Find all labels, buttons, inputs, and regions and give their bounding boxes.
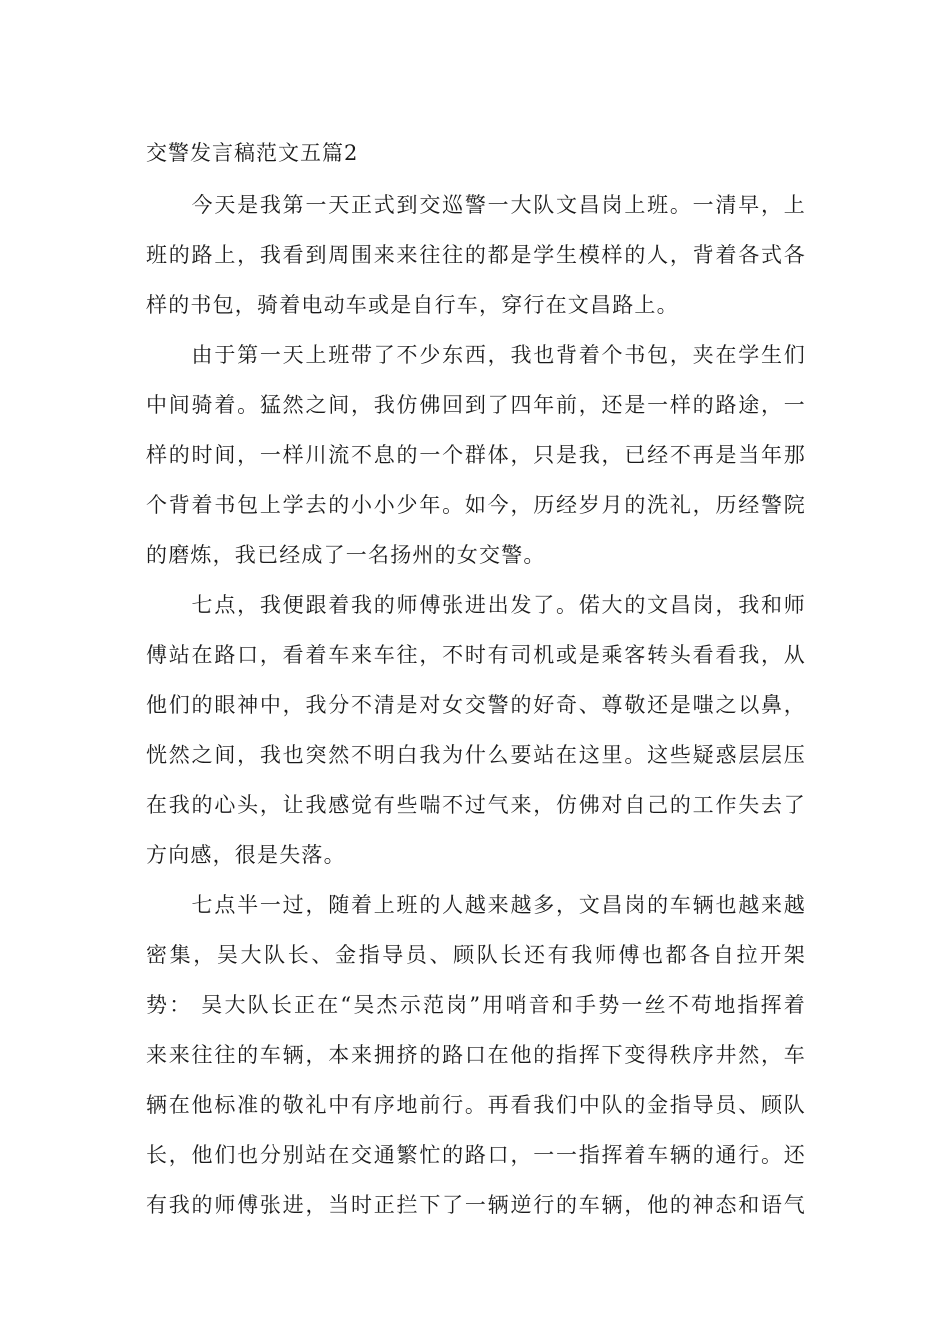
text-line: 长，他们也分别站在交通繁忙的路口，一一指挥着车辆的通行。还 [146, 1143, 806, 1167]
text-line: 来来往往的车辆，本来拥挤的路口在他的指挥下变得秩序井然，车 [146, 1043, 806, 1067]
text-line: 密集，吴大队长、金指导员、顾队长还有我师傅也都各自拉开架 [146, 943, 806, 967]
text-line: 中间骑着。猛然之间，我仿佛回到了四年前，还是一样的路途，一 [146, 393, 806, 417]
text-line: 辆在他标准的敬礼中有序地前行。再看我们中队的金指导员、顾队 [146, 1093, 806, 1117]
text-line: 傅站在路口，看着车来车往，不时有司机或是乘客转头看看我，从 [146, 643, 806, 667]
text-line: 有我的师傅张进，当时正拦下了一辆逆行的车辆，他的神态和语气 [146, 1193, 806, 1217]
text-line: 由于第一天上班带了不少东西，我也背着个书包，夹在学生们 [146, 343, 806, 367]
text-line: 今天是我第一天正式到交巡警一大队文昌岗上班。一清早，上 [146, 193, 806, 217]
text-line: 势： 吴大队长正在“吴杰示范岗”用哨音和手势一丝不苟地指挥着 [146, 993, 806, 1017]
text-line: 的磨炼，我已经成了一名扬州的女交警。 [146, 543, 546, 567]
text-line: 样的书包，骑着电动车或是自行车，穿行在文昌路上。 [146, 293, 679, 317]
text-line: 七点，我便跟着我的师傅张进出发了。偌大的文昌岗，我和师 [146, 593, 806, 617]
paragraph-3 [146, 580, 806, 880]
text-line: 在我的心头，让我感觉有些喘不过气来，仿佛对自己的工作失去了 [146, 793, 806, 817]
paragraph-4 [146, 880, 806, 1230]
text-line: 方向感，很是失落。 [146, 843, 346, 867]
text-line: 个背着书包上学去的小小少年。如今，历经岁月的洗礼，历经警院 [146, 493, 806, 517]
paragraph-2 [146, 330, 806, 580]
document-title: 交警发言稿范文五篇2 [146, 141, 359, 165]
text-line: 班的路上，我看到周围来来往往的都是学生模样的人，背着各式各 [146, 243, 806, 267]
paragraph-1 [146, 180, 806, 330]
text-line: 他们的眼神中，我分不清是对女交警的好奇、尊敬还是嗤之以鼻， [146, 693, 806, 717]
document-body [146, 180, 806, 1230]
text-line: 七点半一过，随着上班的人越来越多，文昌岗的车辆也越来越 [146, 893, 806, 917]
text-line: 样的时间，一样川流不息的一个群体，只是我，已经不再是当年那 [146, 443, 806, 467]
text-line: 恍然之间，我也突然不明白我为什么要站在这里。这些疑惑层层压 [146, 743, 806, 767]
